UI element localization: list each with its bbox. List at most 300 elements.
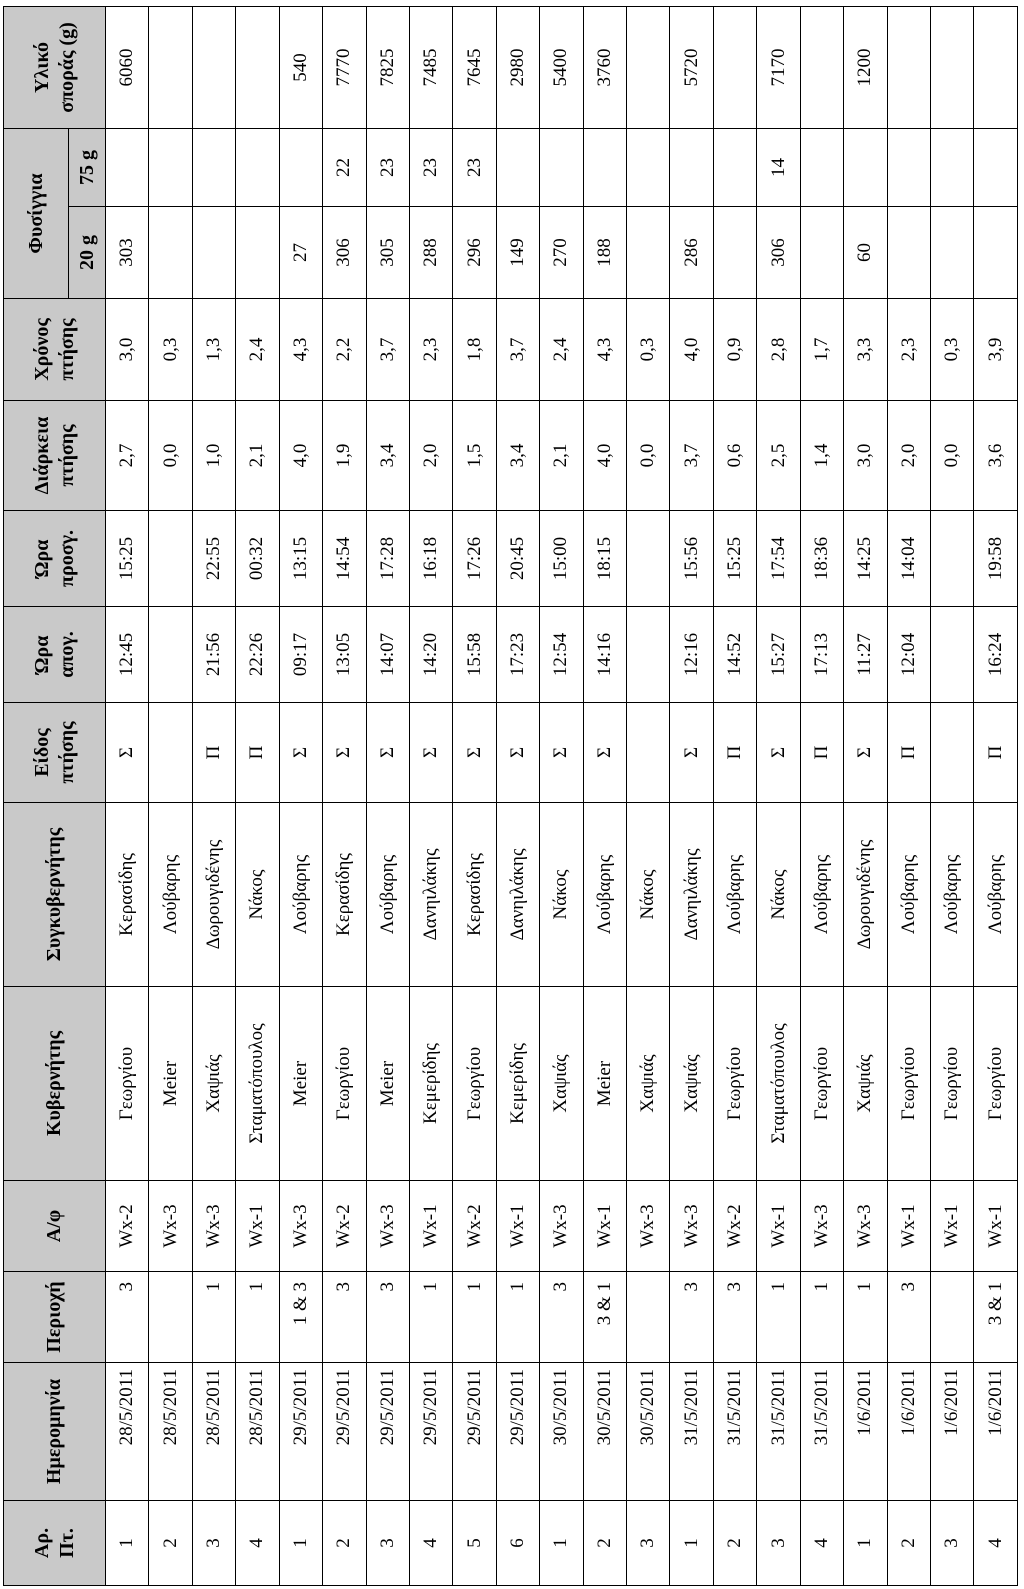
cell-flares-20g: 306	[323, 207, 366, 299]
cell-area: 3 & 1	[583, 1272, 626, 1363]
cell-seeding-material: 7645	[453, 7, 496, 129]
cell-date: 29/5/2011	[496, 1363, 539, 1501]
cell-copilot: Δανηιλάκης	[409, 803, 452, 987]
cell-flares-20g: 27	[279, 207, 322, 299]
cell-seeding-material: 7825	[366, 7, 409, 129]
cell-arrival: 15:56	[670, 511, 713, 607]
cell-flares-75g	[887, 129, 930, 207]
cell-seeding-material	[236, 7, 279, 129]
cell-area	[627, 1272, 670, 1363]
cell-flight-type: Π	[974, 703, 1018, 803]
cell-flares-75g	[627, 129, 670, 207]
cell-seeding-material	[887, 7, 930, 129]
cell-duration: 2,5	[757, 401, 800, 511]
cell-copilot: Νάκος	[757, 803, 800, 987]
cell-flares-20g: 149	[496, 207, 539, 299]
cell-pilot: Χαψιάς	[540, 987, 583, 1181]
cell-flight-type: Π	[236, 703, 279, 803]
cell-area: 3	[323, 1272, 366, 1363]
header-duration: Διάρκεια πτήσης	[4, 401, 106, 511]
cell-flight-type: Σ	[453, 703, 496, 803]
cell-duration: 1,4	[800, 401, 843, 511]
cell-flight-number: 1	[106, 1501, 149, 1586]
cell-date: 31/5/2011	[757, 1363, 800, 1501]
cell-flight-time: 2,8	[757, 299, 800, 401]
cell-aircraft: Wx-2	[453, 1181, 496, 1272]
cell-flight-type: Σ	[670, 703, 713, 803]
cell-pilot: Χαψιάς	[627, 987, 670, 1181]
cell-aircraft: Wx-2	[323, 1181, 366, 1272]
table-row	[627, 7, 670, 1586]
cell-flight-type: Π	[887, 703, 930, 803]
cell-aircraft: Wx-1	[409, 1181, 452, 1272]
cell-departure: 12:16	[670, 607, 713, 703]
cell-flight-time: 4,3	[583, 299, 626, 401]
cell-flares-20g: 188	[583, 207, 626, 299]
cell-departure: 22:26	[236, 607, 279, 703]
cell-date: 28/5/2011	[192, 1363, 235, 1501]
cell-pilot: Γεωργίου	[453, 987, 496, 1181]
cell-pilot: Γεωργίου	[713, 987, 756, 1181]
cell-flight-time: 4,3	[279, 299, 322, 401]
cell-date: 31/5/2011	[800, 1363, 843, 1501]
cell-copilot: Νάκος	[236, 803, 279, 987]
cell-flares-75g	[236, 129, 279, 207]
cell-flight-number: 4	[409, 1501, 452, 1586]
cell-arrival: 22:55	[192, 511, 235, 607]
cell-arrival: 17:26	[453, 511, 496, 607]
cell-aircraft: Wx-3	[627, 1181, 670, 1272]
cell-date: 30/5/2011	[540, 1363, 583, 1501]
cell-copilot: Δωρουγιδένης	[192, 803, 235, 987]
cell-date: 29/5/2011	[409, 1363, 452, 1501]
cell-duration: 2,1	[236, 401, 279, 511]
cell-flight-number: 4	[800, 1501, 843, 1586]
header-flight-time: Χρόνος πτήσης	[4, 299, 106, 401]
table-row	[757, 7, 800, 1586]
cell-arrival	[627, 511, 670, 607]
cell-arrival: 19:58	[974, 511, 1018, 607]
cell-aircraft: Wx-3	[366, 1181, 409, 1272]
cell-flares-20g	[192, 207, 235, 299]
table-row	[583, 7, 626, 1586]
cell-flares-75g: 23	[453, 129, 496, 207]
cell-flight-time: 3,9	[974, 299, 1018, 401]
cell-arrival: 00:32	[236, 511, 279, 607]
cell-duration: 2,7	[106, 401, 149, 511]
cell-area: 3	[713, 1272, 756, 1363]
cell-arrival: 20:45	[496, 511, 539, 607]
cell-flight-time: 2,4	[236, 299, 279, 401]
cell-flight-number: 3	[192, 1501, 235, 1586]
cell-arrival: 15:25	[106, 511, 149, 607]
cell-flight-time: 0,3	[627, 299, 670, 401]
cell-arrival	[149, 511, 192, 607]
cell-arrival: 17:28	[366, 511, 409, 607]
cell-copilot: Λούβαρης	[974, 803, 1018, 987]
cell-flight-type: Σ	[279, 703, 322, 803]
cell-seeding-material	[149, 7, 192, 129]
cell-flight-number: 2	[583, 1501, 626, 1586]
cell-flares-20g: 303	[106, 207, 149, 299]
cell-flight-number: 4	[236, 1501, 279, 1586]
cell-date: 30/5/2011	[583, 1363, 626, 1501]
cell-flight-time: 0,3	[149, 299, 192, 401]
cell-copilot: Λούβαρης	[583, 803, 626, 987]
cell-copilot: Δανηιλάκης	[670, 803, 713, 987]
header-date: Ημερομηνία	[4, 1363, 106, 1501]
cell-area: 3	[106, 1272, 149, 1363]
cell-copilot: Λούβαρης	[149, 803, 192, 987]
header-flares-75g: 75 g	[69, 129, 106, 207]
cell-seeding-material: 7770	[323, 7, 366, 129]
table-row	[496, 7, 539, 1586]
cell-flight-time: 2,4	[540, 299, 583, 401]
cell-duration: 1,9	[323, 401, 366, 511]
table-row	[931, 7, 974, 1586]
cell-pilot: Χαψιάς	[670, 987, 713, 1181]
cell-aircraft: Wx-1	[757, 1181, 800, 1272]
cell-area: 3 & 1	[974, 1272, 1018, 1363]
cell-seeding-material: 7485	[409, 7, 452, 129]
cell-date: 28/5/2011	[106, 1363, 149, 1501]
cell-departure: 21:56	[192, 607, 235, 703]
cell-flares-75g	[844, 129, 887, 207]
cell-arrival: 18:15	[583, 511, 626, 607]
cell-copilot: Λούβαρης	[931, 803, 974, 987]
cell-copilot: Δανηιλάκης	[496, 803, 539, 987]
table-body	[106, 7, 1018, 1586]
cell-flight-number: 3	[627, 1501, 670, 1586]
cell-flares-75g: 14	[757, 129, 800, 207]
cell-arrival: 14:54	[323, 511, 366, 607]
cell-flight-number: 3	[757, 1501, 800, 1586]
cell-seeding-material: 3760	[583, 7, 626, 129]
cell-flight-number: 1	[670, 1501, 713, 1586]
cell-aircraft: Wx-3	[279, 1181, 322, 1272]
cell-pilot: Γεωργίου	[974, 987, 1018, 1181]
cell-copilot: Κερασίδης	[453, 803, 496, 987]
cell-flight-type: Σ	[844, 703, 887, 803]
cell-flight-type: Π	[800, 703, 843, 803]
cell-flight-type: Σ	[540, 703, 583, 803]
header-seeding-material: Υλικό σποράς (g)	[4, 7, 106, 129]
cell-arrival: 13:15	[279, 511, 322, 607]
cell-flight-type: Σ	[409, 703, 452, 803]
cell-departure	[627, 607, 670, 703]
cell-departure: 09:17	[279, 607, 322, 703]
cell-seeding-material	[800, 7, 843, 129]
cell-aircraft: Wx-3	[540, 1181, 583, 1272]
cell-departure: 14:07	[366, 607, 409, 703]
cell-flares-75g: 23	[366, 129, 409, 207]
cell-duration: 3,7	[670, 401, 713, 511]
cell-flares-20g	[627, 207, 670, 299]
cell-copilot: Κερασίδης	[106, 803, 149, 987]
cell-copilot: Λούβαρης	[713, 803, 756, 987]
cell-pilot: Meier	[366, 987, 409, 1181]
cell-copilot: Νάκος	[627, 803, 670, 987]
cell-flares-20g: 306	[757, 207, 800, 299]
cell-aircraft: Wx-3	[149, 1181, 192, 1272]
cell-duration: 0,0	[627, 401, 670, 511]
cell-flight-time: 4,0	[670, 299, 713, 401]
cell-pilot: Σταματόπουλος	[757, 987, 800, 1181]
cell-arrival	[931, 511, 974, 607]
cell-area: 1	[236, 1272, 279, 1363]
cell-departure: 15:58	[453, 607, 496, 703]
cell-flight-time: 0,3	[931, 299, 974, 401]
table-row	[366, 7, 409, 1586]
cell-copilot: Λούβαρης	[279, 803, 322, 987]
cell-date: 29/5/2011	[366, 1363, 409, 1501]
cell-flight-number: 2	[887, 1501, 930, 1586]
table-row	[887, 7, 930, 1586]
cell-pilot: Κεμερίδης	[496, 987, 539, 1181]
cell-flight-type: Σ	[106, 703, 149, 803]
cell-flares-75g	[149, 129, 192, 207]
cell-flight-type	[627, 703, 670, 803]
cell-duration: 4,0	[583, 401, 626, 511]
cell-area	[149, 1272, 192, 1363]
table-row	[106, 7, 149, 1586]
cell-flares-75g	[974, 129, 1018, 207]
cell-departure: 14:52	[713, 607, 756, 703]
cell-flight-number: 1	[540, 1501, 583, 1586]
cell-flares-75g	[583, 129, 626, 207]
cell-area: 1	[757, 1272, 800, 1363]
cell-copilot: Λούβαρης	[366, 803, 409, 987]
cell-seeding-material: 7170	[757, 7, 800, 129]
cell-duration: 2,0	[887, 401, 930, 511]
cell-area: 3	[887, 1272, 930, 1363]
cell-arrival: 15:25	[713, 511, 756, 607]
cell-duration: 0,6	[713, 401, 756, 511]
cell-departure: 15:27	[757, 607, 800, 703]
cell-arrival: 14:25	[844, 511, 887, 607]
cell-arrival: 17:54	[757, 511, 800, 607]
cell-departure: 17:13	[800, 607, 843, 703]
cell-area: 3	[670, 1272, 713, 1363]
cell-pilot: Γεωργίου	[106, 987, 149, 1181]
cell-aircraft: Wx-3	[844, 1181, 887, 1272]
cell-flight-time: 3,7	[366, 299, 409, 401]
cell-flares-20g	[236, 207, 279, 299]
cell-flight-time: 2,3	[409, 299, 452, 401]
cell-copilot: Λούβαρης	[887, 803, 930, 987]
cell-pilot: Γεωργίου	[887, 987, 930, 1181]
cell-departure: 13:05	[323, 607, 366, 703]
cell-duration: 1,0	[192, 401, 235, 511]
cell-aircraft: Wx-1	[931, 1181, 974, 1272]
table-row	[974, 7, 1018, 1586]
cell-flight-number: 2	[323, 1501, 366, 1586]
cell-flight-time: 2,3	[887, 299, 930, 401]
cell-departure: 14:16	[583, 607, 626, 703]
cell-aircraft: Wx-2	[106, 1181, 149, 1272]
cell-seeding-material: 2980	[496, 7, 539, 129]
cell-flight-number: 2	[713, 1501, 756, 1586]
cell-seeding-material: 5400	[540, 7, 583, 129]
cell-seeding-material	[713, 7, 756, 129]
cell-flight-type: Σ	[583, 703, 626, 803]
cell-flight-number: 2	[149, 1501, 192, 1586]
cell-flares-75g	[713, 129, 756, 207]
cell-flight-number: 6	[496, 1501, 539, 1586]
cell-date: 28/5/2011	[236, 1363, 279, 1501]
cell-flares-75g	[192, 129, 235, 207]
cell-seeding-material: 1200	[844, 7, 887, 129]
cell-duration: 2,1	[540, 401, 583, 511]
header-departure: Ώρα απογ.	[4, 607, 106, 703]
cell-flares-20g: 296	[453, 207, 496, 299]
cell-seeding-material	[974, 7, 1018, 129]
cell-duration: 1,5	[453, 401, 496, 511]
cell-flight-time: 3,7	[496, 299, 539, 401]
cell-seeding-material	[627, 7, 670, 129]
cell-aircraft: Wx-3	[800, 1181, 843, 1272]
cell-pilot: Γεωργίου	[323, 987, 366, 1181]
cell-aircraft: Wx-3	[670, 1181, 713, 1272]
cell-flares-20g: 305	[366, 207, 409, 299]
cell-flares-20g	[887, 207, 930, 299]
cell-aircraft: Wx-3	[192, 1181, 235, 1272]
cell-flares-20g	[931, 207, 974, 299]
cell-flares-75g	[540, 129, 583, 207]
header-flares: Φυσίγγια	[4, 129, 69, 299]
cell-flight-time: 3,0	[106, 299, 149, 401]
cell-flight-time: 1,7	[800, 299, 843, 401]
cell-date: 29/5/2011	[453, 1363, 496, 1501]
cell-flares-20g	[800, 207, 843, 299]
cell-area: 1	[496, 1272, 539, 1363]
cell-flight-number: 5	[453, 1501, 496, 1586]
cell-area: 3	[366, 1272, 409, 1363]
cell-aircraft: Wx-1	[974, 1181, 1018, 1272]
cell-aircraft: Wx-1	[583, 1181, 626, 1272]
header-flares-20g: 20 g	[69, 207, 106, 299]
table-row	[192, 7, 235, 1586]
cell-area	[931, 1272, 974, 1363]
cell-date: 30/5/2011	[627, 1363, 670, 1501]
cell-pilot: Σταματόπουλος	[236, 987, 279, 1181]
table-row	[323, 7, 366, 1586]
cell-flight-type	[149, 703, 192, 803]
cell-date: 1/6/2011	[931, 1363, 974, 1501]
cell-duration: 0,0	[149, 401, 192, 511]
cell-flight-number: 1	[844, 1501, 887, 1586]
header-pilot: Κυβερνήτης	[4, 987, 106, 1181]
cell-pilot: Meier	[279, 987, 322, 1181]
cell-pilot: Meier	[583, 987, 626, 1181]
cell-seeding-material: 540	[279, 7, 322, 129]
cell-departure: 12:54	[540, 607, 583, 703]
cell-flares-20g: 270	[540, 207, 583, 299]
cell-flight-number: 3	[931, 1501, 974, 1586]
cell-flares-75g	[670, 129, 713, 207]
cell-flight-type: Π	[713, 703, 756, 803]
cell-aircraft: Wx-2	[713, 1181, 756, 1272]
cell-flares-20g	[713, 207, 756, 299]
cell-pilot: Χαψιάς	[192, 987, 235, 1181]
cell-date: 28/5/2011	[149, 1363, 192, 1501]
cell-duration: 2,0	[409, 401, 452, 511]
cell-arrival: 18:36	[800, 511, 843, 607]
cell-date: 31/5/2011	[670, 1363, 713, 1501]
cell-flight-number: 4	[974, 1501, 1018, 1586]
cell-pilot: Κεμερίδης	[409, 987, 452, 1181]
cell-flight-number: 1	[279, 1501, 322, 1586]
table-row	[279, 7, 322, 1586]
header-arrival: Ώρα προσγ.	[4, 511, 106, 607]
cell-departure: 11:27	[844, 607, 887, 703]
cell-departure: 17:23	[496, 607, 539, 703]
cell-area: 1	[800, 1272, 843, 1363]
cell-duration: 4,0	[279, 401, 322, 511]
cell-arrival: 15:00	[540, 511, 583, 607]
cell-flares-20g	[149, 207, 192, 299]
cell-flares-75g	[279, 129, 322, 207]
cell-area: 1	[409, 1272, 452, 1363]
cell-flares-20g: 60	[844, 207, 887, 299]
header-flight-number: Αρ. Πτ.	[4, 1501, 106, 1586]
header-area: Περιοχή	[4, 1272, 106, 1363]
cell-area: 1	[192, 1272, 235, 1363]
cell-flares-75g: 23	[409, 129, 452, 207]
cell-aircraft: Wx-1	[887, 1181, 930, 1272]
table-row	[844, 7, 887, 1586]
cell-flares-75g	[106, 129, 149, 207]
cell-flight-type	[931, 703, 974, 803]
cell-flares-75g: 22	[323, 129, 366, 207]
cell-flares-20g	[974, 207, 1018, 299]
table-row	[540, 7, 583, 1586]
cell-date: 1/6/2011	[887, 1363, 930, 1501]
header-aircraft: Α/φ	[4, 1181, 106, 1272]
cell-arrival: 14:04	[887, 511, 930, 607]
cell-flight-type: Σ	[323, 703, 366, 803]
cell-date: 1/6/2011	[844, 1363, 887, 1501]
cell-flight-number: 3	[366, 1501, 409, 1586]
cell-flight-time: 0,9	[713, 299, 756, 401]
cell-pilot: Χαψιάς	[844, 987, 887, 1181]
table-row	[236, 7, 279, 1586]
cell-seeding-material: 5720	[670, 7, 713, 129]
cell-duration: 3,4	[366, 401, 409, 511]
cell-arrival: 16:18	[409, 511, 452, 607]
cell-flares-75g	[800, 129, 843, 207]
cell-area: 1	[844, 1272, 887, 1363]
cell-flares-20g: 286	[670, 207, 713, 299]
cell-flight-time: 3,3	[844, 299, 887, 401]
cell-area: 3	[540, 1272, 583, 1363]
cell-flares-75g	[496, 129, 539, 207]
cell-date: 31/5/2011	[713, 1363, 756, 1501]
cell-flight-type: Σ	[496, 703, 539, 803]
cell-copilot: Λούβαρης	[800, 803, 843, 987]
table-row	[713, 7, 756, 1586]
cell-departure	[149, 607, 192, 703]
cell-seeding-material	[931, 7, 974, 129]
table-row	[800, 7, 843, 1586]
cell-pilot: Meier	[149, 987, 192, 1181]
cell-flares-75g	[931, 129, 974, 207]
cell-duration: 3,6	[974, 401, 1018, 511]
cell-area: 1	[453, 1272, 496, 1363]
cell-departure	[931, 607, 974, 703]
cell-seeding-material: 6060	[106, 7, 149, 129]
cell-flight-time: 1,3	[192, 299, 235, 401]
